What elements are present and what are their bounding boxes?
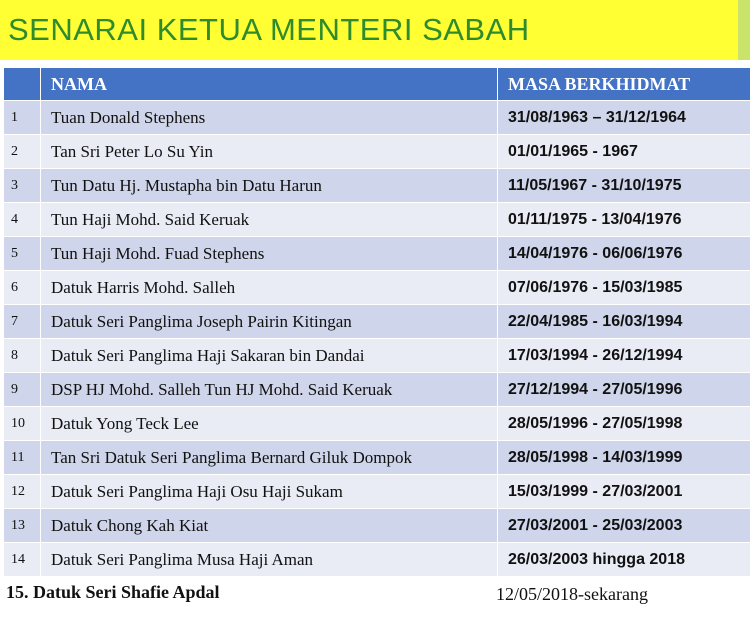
row-number: 13 (4, 509, 41, 543)
row-number: 4 (4, 203, 41, 237)
page-title: SENARAI KETUA MENTERI SABAH (8, 12, 530, 47)
row-period: 26/03/2003 hingga 2018 (498, 543, 750, 577)
row-name: Tun Haji Mohd. Fuad Stephens (41, 237, 498, 271)
row-number: 3 (4, 169, 41, 203)
table-row (4, 339, 750, 373)
row-number: 9 (4, 373, 41, 407)
header-name: NAMA (41, 68, 498, 101)
table-row (4, 271, 750, 305)
row-period: 31/08/1963 – 31/12/1964 (498, 101, 750, 135)
table-row (4, 169, 750, 203)
row-period: 17/03/1994 - 26/12/1994 (498, 339, 750, 373)
table-row (4, 441, 750, 475)
row-period: 28/05/1998 - 14/03/1999 (498, 441, 750, 475)
title-banner-accent (738, 0, 750, 60)
row-name: Datuk Seri Panglima Musa Haji Aman (41, 543, 498, 577)
row-period: 27/12/1994 - 27/05/1996 (498, 373, 750, 407)
header-period: MASA BERKHIDMAT (498, 68, 750, 101)
row-number: 5 (4, 237, 41, 271)
row-period: 27/03/2001 - 25/03/2003 (498, 509, 750, 543)
row-name: Datuk Seri Panglima Joseph Pairin Kitingan (41, 305, 498, 339)
row-number: 6 (4, 271, 41, 305)
table-row (4, 373, 750, 407)
row-period: 11/05/1967 - 31/10/1975 (498, 169, 750, 203)
row-name: Datuk Yong Teck Lee (41, 407, 498, 441)
header-number (4, 68, 41, 101)
row-number: 7 (4, 305, 41, 339)
row-period: 07/06/1976 - 15/03/1985 (498, 271, 750, 305)
row-period: 28/05/1996 - 27/05/1998 (498, 407, 750, 441)
table-row (4, 305, 750, 339)
title-banner (0, 0, 750, 60)
table-row (4, 203, 750, 237)
table-row (4, 135, 750, 169)
row-name: Tuan Donald Stephens (41, 101, 498, 135)
row-period: 22/04/1985 - 16/03/1994 (498, 305, 750, 339)
footer-current-period: 12/05/2018-sekarang (496, 584, 648, 604)
table-row (4, 543, 750, 577)
row-name: DSP HJ Mohd. Salleh Tun HJ Mohd. Said Keruak (41, 373, 498, 407)
row-name: Datuk Chong Kah Kiat (41, 509, 498, 543)
table-row (4, 475, 750, 509)
table-row (4, 237, 750, 271)
row-number: 14 (4, 543, 41, 577)
row-period: 14/04/1976 - 06/06/1976 (498, 237, 750, 271)
row-name: Tan Sri Peter Lo Su Yin (41, 135, 498, 169)
row-name: Tun Datu Hj. Mustapha bin Datu Harun (41, 169, 498, 203)
row-name: Datuk Seri Panglima Haji Osu Haji Sukam (41, 475, 498, 509)
row-name: Datuk Harris Mohd. Salleh (41, 271, 498, 305)
table-header-row (4, 68, 750, 101)
row-number: 8 (4, 339, 41, 373)
table-row (4, 101, 750, 135)
chief-ministers-table (4, 68, 750, 576)
row-name: Datuk Seri Panglima Haji Sakaran bin Dandai (41, 339, 498, 373)
row-number: 2 (4, 135, 41, 169)
table-row (4, 407, 750, 441)
table-row (4, 509, 750, 543)
row-name: Tan Sri Datuk Seri Panglima Bernard Giluk Dompok (41, 441, 498, 475)
row-number: 11 (4, 441, 41, 475)
row-number: 12 (4, 475, 41, 509)
footer-current-name: 15. Datuk Seri Shafie Apdal (6, 582, 220, 602)
row-period: 15/03/1999 - 27/03/2001 (498, 475, 750, 509)
row-number: 10 (4, 407, 41, 441)
row-period: 01/01/1965 - 1967 (498, 135, 750, 169)
row-number: 1 (4, 101, 41, 135)
row-period: 01/11/1975 - 13/04/1976 (498, 203, 750, 237)
row-name: Tun Haji Mohd. Said Keruak (41, 203, 498, 237)
